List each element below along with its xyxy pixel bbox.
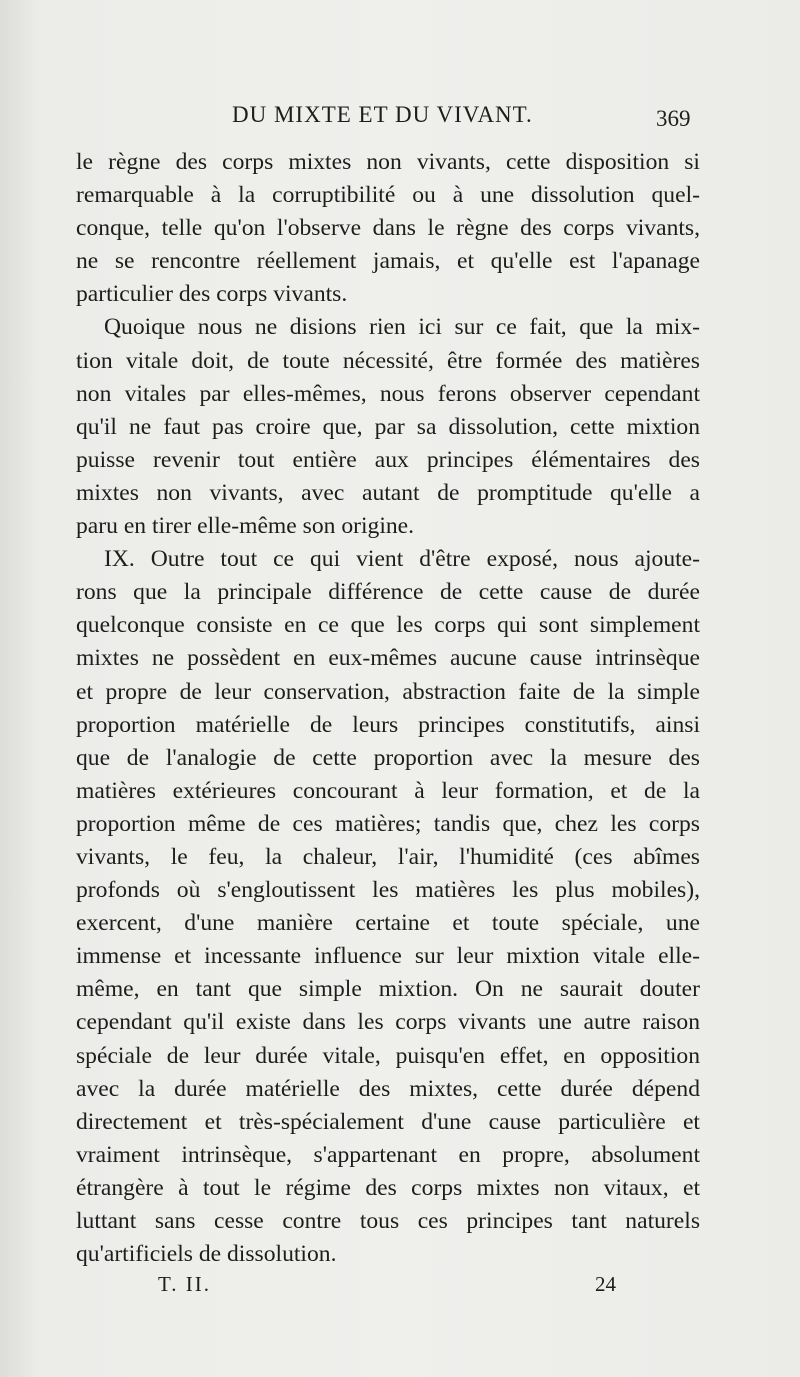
running-title: DU MIXTE ET DU VIVANT. xyxy=(232,102,533,127)
text-line: tion vitale doit, de toute nécessité, être formée des matières xyxy=(76,347,700,374)
text-line: proportion même de ces matières; tandis que, chez les corps xyxy=(76,810,700,837)
text-line: immense et incessante influence sur leur mixtion vitale elle- xyxy=(76,943,700,970)
running-head xyxy=(0,96,800,136)
page-footer xyxy=(0,1268,800,1298)
text-line: profonds où s'engloutissent les matières les plus mobiles), xyxy=(76,877,700,904)
text-line: proportion matérielle de leurs principes constitutifs, ainsi xyxy=(76,711,700,738)
volume-signature: T. II. xyxy=(158,1272,212,1296)
text-line: qu'il ne faut pas croire que, par sa dissolution, cette mixtion xyxy=(76,413,700,440)
text-line: matières extérieures concourant à leur formation, et de la xyxy=(76,777,700,804)
text-line: luttant sans cesse contre tous ces principes tant naturels xyxy=(76,1208,700,1234)
text-line: qu'artificiels de dissolution. xyxy=(76,1241,337,1268)
text-line: remarquable à la corruptibilité ou à une dissolution quel- xyxy=(76,182,700,209)
text-line: conque, telle qu'on l'observe dans le règne des corps vivants, xyxy=(76,215,700,242)
text-line: quelconque consiste en ce que les corps qui sont simplement xyxy=(76,612,700,639)
text-line: et propre de leur conservation, abstraction faite de la simple xyxy=(76,678,700,705)
text-line: même, en tant que simple mixtion. On ne saurait douter xyxy=(76,976,700,1003)
text-line: rons que la principale différence de cette cause de durée xyxy=(76,579,700,606)
text-line: avec la durée matérielle des mixtes, cette durée dépend xyxy=(76,1075,700,1102)
text-line: Quoique nous ne disions rien ici sur ce fait, que la mix- xyxy=(104,314,700,341)
text-line: non vitales par elles-mêmes, nous ferons observer cependant xyxy=(76,380,700,407)
text-line: exercent, d'une manière certaine et toute spéciale, une xyxy=(76,910,700,937)
text-line: spéciale de leur durée vitale, puisqu'en effet, en opposition xyxy=(76,1042,700,1069)
text-line: vraiment intrinsèque, s'appartenant en propre, absolument xyxy=(76,1141,700,1168)
text-line: directement et très-spécialement d'une cause particulière et xyxy=(76,1108,700,1135)
text-line: ne se rencontre réellement jamais, et qu'elle est l'apanage xyxy=(76,248,700,275)
text-line: puisse revenir tout entière aux principes élémentaires des xyxy=(76,446,700,473)
text-line: paru en tirer elle-même son origine. xyxy=(76,513,415,540)
text-line: cependant qu'il existe dans les corps vivants une autre raison xyxy=(76,1009,700,1036)
text-line: mixtes ne possèdent en eux-mêmes aucune cause intrinsèque xyxy=(76,645,700,672)
text-line: IX. Outre tout ce qui vient d'être exposé, nous ajoute- xyxy=(104,546,700,573)
text-line: particulier des corps vivants. xyxy=(76,281,348,308)
text-line: vivants, le feu, la chaleur, l'air, l'humidité (ces abîmes xyxy=(76,843,700,870)
text-line: mixtes non vivants, avec autant de promptitude qu'elle a xyxy=(76,479,700,506)
sheet-number: 24 xyxy=(595,1272,616,1296)
text-line: étrangère à tout le régime des corps mixtes non vitaux, et xyxy=(76,1174,700,1201)
text-line: le règne des corps mixtes non vivants, cette disposition si xyxy=(76,149,700,175)
page-number: 369 xyxy=(656,106,691,131)
body-text xyxy=(76,146,700,1271)
text-line: que de l'analogie de cette proportion avec la mesure des xyxy=(76,744,700,771)
